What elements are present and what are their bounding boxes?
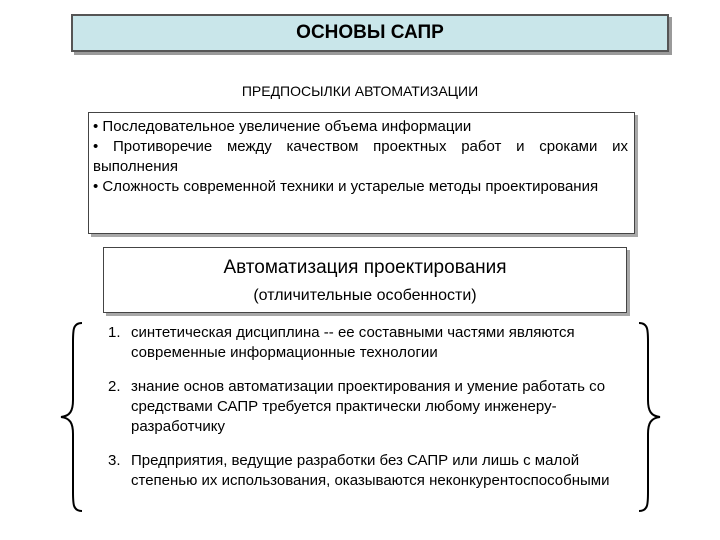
page-title: ОСНОВЫ САПР bbox=[71, 14, 669, 52]
feature-number: 3. bbox=[108, 452, 121, 469]
left-brace-icon bbox=[56, 320, 86, 514]
prerequisite-item: • Противоречие между качеством проектных работ и сроками их выполнения bbox=[93, 138, 628, 175]
feature-item bbox=[108, 323, 628, 363]
automation-subtitle: (отличительные особенности) bbox=[253, 287, 477, 304]
automation-title: Автоматизация проектирования bbox=[223, 257, 507, 278]
feature-item bbox=[108, 451, 628, 491]
prerequisites-heading: ПРЕДПОСЫЛКИ АВТОМАТИЗАЦИИ bbox=[241, 83, 479, 99]
right-brace-icon bbox=[635, 320, 665, 514]
automation-box bbox=[103, 247, 627, 313]
prerequisite-item: • Сложность современной техники и устарелые методы проектирования bbox=[93, 178, 599, 195]
feature-number: 2. bbox=[108, 378, 121, 395]
feature-item bbox=[108, 377, 628, 437]
feature-text: знание основ автоматизации проектирования и умение работать со средствами САПР требуется практически любому инженеру-разработчику bbox=[131, 378, 606, 435]
feature-number: 1. bbox=[108, 324, 121, 341]
feature-text: Предприятия, ведущие разработки без САПР или лишь с малой степенью их использования, оказываются неконкурентоспособными bbox=[131, 452, 610, 489]
prerequisite-item: • Последовательное увеличение объема информации bbox=[93, 118, 472, 135]
features-list bbox=[108, 323, 628, 491]
prerequisites-box bbox=[88, 112, 635, 234]
feature-text: синтетическая дисциплина -- ее составными частями являются современные информационные технологии bbox=[131, 324, 575, 361]
